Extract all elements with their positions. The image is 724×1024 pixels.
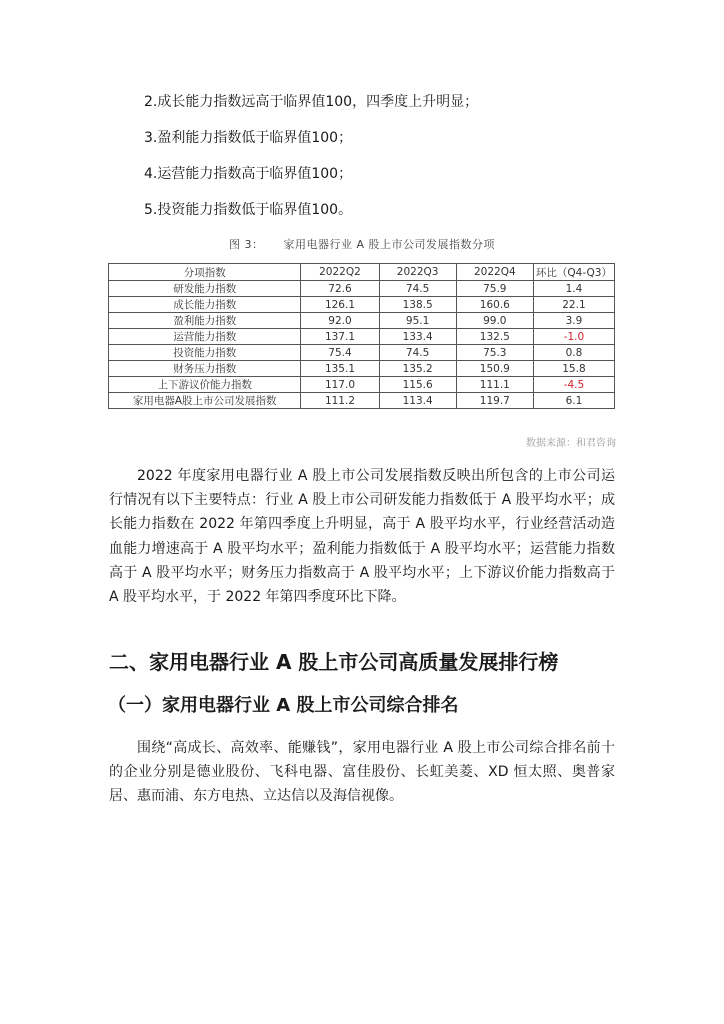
table-cell: 15.8 [533, 361, 614, 377]
list-item-3: 3.盈利能力指数低于临界值100； [144, 130, 353, 146]
table-row [109, 361, 615, 377]
table-cell: 75.9 [456, 281, 533, 297]
table-cell: 74.5 [379, 281, 456, 297]
table-cell: 74.5 [379, 345, 456, 361]
table-cell: 22.1 [533, 297, 614, 313]
table-row [109, 329, 615, 345]
table-cell: 150.9 [456, 361, 533, 377]
table-row [109, 345, 615, 361]
table-cell: 投资能力指数 [109, 345, 301, 361]
table-cell: 92.0 [301, 313, 379, 329]
table-cell: 成长能力指数 [109, 297, 301, 313]
table-cell: 75.4 [301, 345, 379, 361]
table-header: 2022Q2 [301, 264, 379, 281]
table-cell: 75.3 [456, 345, 533, 361]
table-cell-negative: -4.5 [533, 377, 614, 393]
table-cell: 137.1 [301, 329, 379, 345]
list-item-2: 2.成长能力指数远高于临界值100，四季度上升明显； [144, 94, 479, 110]
table-cell: 95.1 [379, 313, 456, 329]
table-header: 分项指数 [109, 264, 301, 281]
table-row [109, 393, 615, 409]
table-row [109, 281, 615, 297]
subsection-heading: （一）家用电器行业 A 股上市公司综合排名 [108, 695, 459, 716]
table-cell: 135.1 [301, 361, 379, 377]
table-header: 2022Q3 [379, 264, 456, 281]
table-cell: 126.1 [301, 297, 379, 313]
index-table [108, 263, 615, 409]
table-row [109, 377, 615, 393]
paragraph-features: 2022 年度家用电器行业 A 股上市公司发展指数反映出所包含的上市公司运行情况有以下主要特点：行业 A 股上市公司研发能力指数低于 A 股平均水平；成长能力指数在 2022 年第四季度上升明显，高于 A 股平均水平，行业经营活动造血能力增速高于 A 股平均水平；盈利能力指数低于 A 股平均水平；运营能力指数高于 A 股平均水平；财务压力指数高于 A 股平均水平；上下游议价能力指数高于 A 股平均水平，于 2022 年第四季度环比下降。 [109, 468, 615, 606]
table-cell: 133.4 [379, 329, 456, 345]
table-row [109, 297, 615, 313]
table-cell: 99.0 [456, 313, 533, 329]
table-cell: 113.4 [379, 393, 456, 409]
table-cell: 135.2 [379, 361, 456, 377]
table-cell: 财务压力指数 [109, 361, 301, 377]
figure-number: 图 3： [228, 238, 264, 251]
table-cell: 119.7 [456, 393, 533, 409]
table-cell: 117.0 [301, 377, 379, 393]
section-heading: 二、家用电器行业 A 股上市公司高质量发展排行榜 [109, 650, 559, 674]
table-cell: 115.6 [379, 377, 456, 393]
table-cell: 盈利能力指数 [109, 313, 301, 329]
figure-title: 家用电器行业 A 股上市公司发展指数分项 [283, 238, 496, 251]
table-cell-negative: -1.0 [533, 329, 614, 345]
table-cell: 家用电器A股上市公司发展指数 [109, 393, 301, 409]
list-item-5: 5.投资能力指数低于临界值100。 [144, 202, 353, 218]
table-cell: 111.2 [301, 393, 379, 409]
table-cell: 132.5 [456, 329, 533, 345]
table-cell: 3.9 [533, 313, 614, 329]
table-cell: 138.5 [379, 297, 456, 313]
table-row [109, 313, 615, 329]
table-cell: 运营能力指数 [109, 329, 301, 345]
paragraph-ranking: 围绕“高成长、高效率、能赚钱”，家用电器行业 A 股上市公司综合排名前十的企业分别是德业股份、飞科电器、富佳股份、长虹美菱、XD 恒太照、奥普家居、惠而浦、东方电热、立达信以及海信视像。 [109, 740, 615, 805]
table-header: 2022Q4 [456, 264, 533, 281]
table-cell: 0.8 [533, 345, 614, 361]
table-cell: 1.4 [533, 281, 614, 297]
list-item-4: 4.运营能力指数高于临界值100； [144, 166, 353, 182]
table-cell: 111.1 [456, 377, 533, 393]
table-cell: 上下游议价能力指数 [109, 377, 301, 393]
table-cell: 160.6 [456, 297, 533, 313]
table-header: 环比（Q4-Q3） [533, 264, 614, 281]
table-cell: 研发能力指数 [109, 281, 301, 297]
data-source-note: 数据来源：和君咨询 [526, 438, 616, 449]
figure-caption [0, 236, 724, 252]
table-cell: 6.1 [533, 393, 614, 409]
table-cell: 72.6 [301, 281, 379, 297]
table-header-row [109, 264, 615, 281]
